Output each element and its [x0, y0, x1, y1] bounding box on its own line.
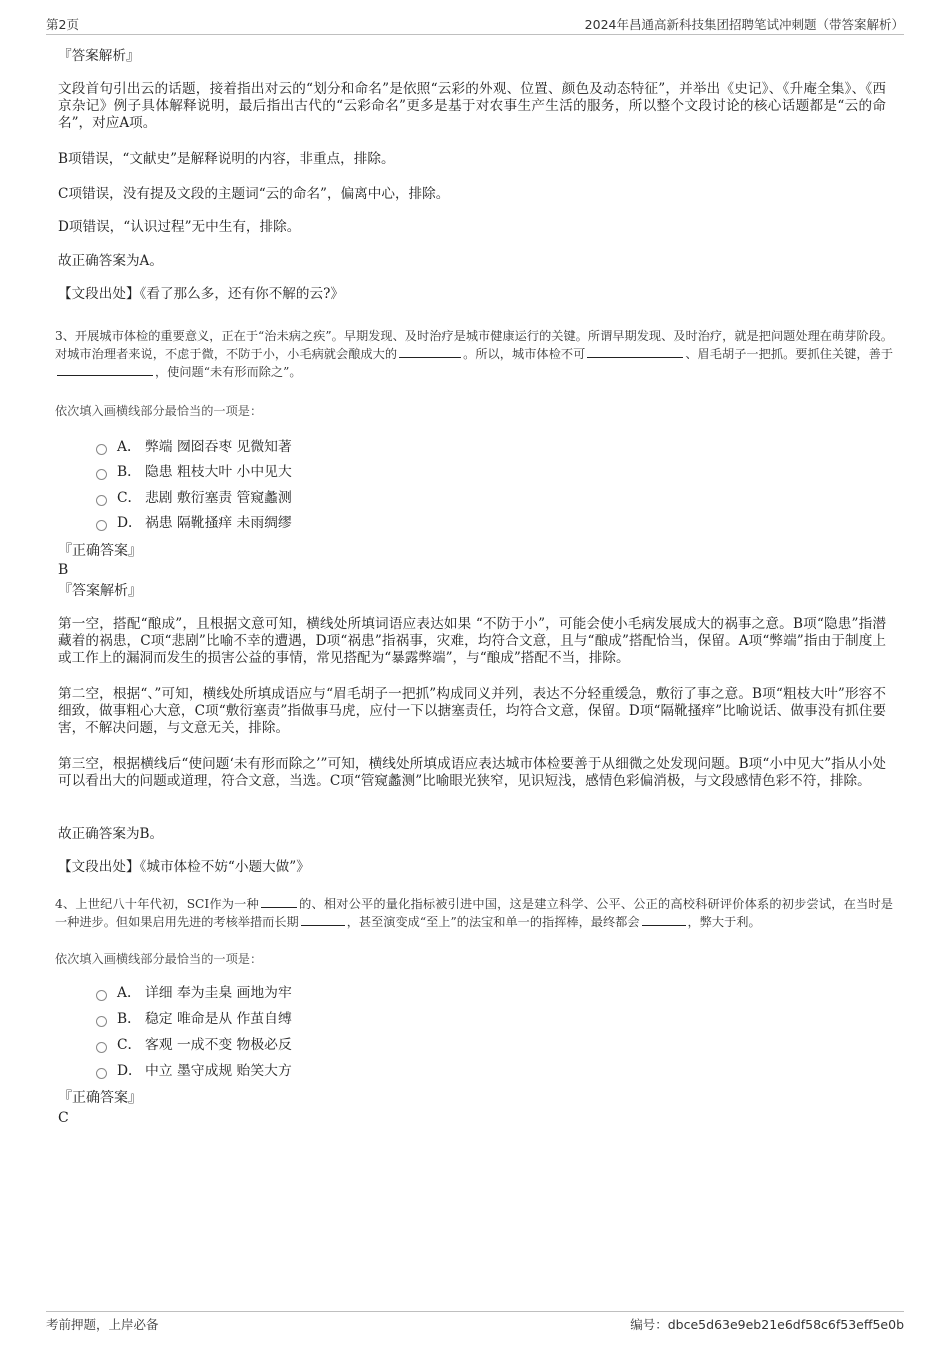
- q2-analysis-p1: 文段首句引出云的话题，接着指出对云的“划分和命名”是依照“云彩的外观、位置、颜色及动态特征”，并举出《史记》、《升庵全集》、《西京杂记》例子具体解释说明，最后指出古代的“云彩命名”更多是基于对农事生产生活的服务，所以整个文段讨论的核心话题都是“云的命名”，对应A项。: [58, 81, 886, 131]
- page-number: 第2页: [46, 17, 79, 32]
- radio-icon[interactable]: [96, 495, 107, 506]
- q3-option-a[interactable]: A． 弊端 囫囵吞枣 见微知著: [96, 437, 292, 457]
- radio-icon[interactable]: [96, 469, 107, 480]
- q4-option-a[interactable]: A． 详细 奉为圭臬 画地为牢: [96, 983, 292, 1003]
- q3-blank-3: [57, 374, 153, 376]
- q2-source: 【文段出处】《看了那么多，还有你不解的云?》: [58, 286, 344, 302]
- q4-blank-3: [642, 924, 686, 926]
- document-title: 2024年昌通高新科技集团招聘笔试冲刺题（带答案解析）: [584, 17, 904, 32]
- radio-icon[interactable]: [96, 1042, 107, 1053]
- q4-option-c[interactable]: C． 客观 一成不变 物极必反: [96, 1035, 292, 1055]
- q3-analysis-label: 『答案解析』: [58, 583, 142, 599]
- q2-analysis-p4: D项错误，“认识过程”无中生有，排除。: [58, 219, 301, 235]
- q3-option-c[interactable]: C． 悲剧 敷衍塞责 管窥蠡测: [96, 488, 292, 508]
- q3-conclusion: 故正确答案为B。: [58, 826, 164, 842]
- q4-blank-2: [301, 924, 345, 926]
- q4-stem: 4、上世纪八十年代初，SCI作为一种 的、相对公平的量化指标被引进中国，这是建立科学、公平、公正的高校科研评价体系的初步尝试，在当时是一种进步。但如果启用先进的考核举措而长期 ，甚至演变成“至上”的法宝和单一的指挥棒，最终都会 ，弊大于利。: [55, 897, 893, 929]
- page-footer: [46, 1311, 904, 1334]
- q4-option-b[interactable]: B． 稳定 唯命是从 作茧自缚: [96, 1009, 292, 1029]
- q4-answer: C: [58, 1110, 69, 1126]
- q3-answer-label: 『正确答案』: [58, 543, 142, 559]
- radio-icon[interactable]: [96, 1068, 107, 1079]
- q3-analysis-p1: 第一空，搭配“酿成”，且根据文意可知，横线处所填词语应表达如果 “不防于小”，可能会使小毛病发展成大的祸事之意。B项“隐患”指潜藏着的祸患，C项“悲剧”比喻不幸的遭遇，D项“祸患”指祸事，灾难，均符合文意，且与“酿成”搭配恰当，保留。A项“弊端”指由于制度上或工作上的漏洞而发生的损害公益的事情，常见搭配为“暴露弊端”，与“酿成”搭配不当，排除。: [58, 616, 886, 666]
- document-id: 编号：dbce5d63e9eb21e6df58c6f53eff5e0b: [630, 1317, 904, 1332]
- q3-blank-1: [399, 356, 461, 358]
- q3-analysis-p2: 第二空，根据“、”可知，横线处所填成语应与“眉毛胡子一把抓”构成同义并列，表达不分轻重缓急，敷衍了事之意。B项“粗枝大叶”形容不细致，做事粗心大意，C项“敷衍塞责”指做事马虎，应付一下以搪塞责任，均符合文意，保留。D项“隔靴搔痒”比喻说话、做事没有抓住要害，不解决问题，与文意无关，排除。: [58, 686, 886, 736]
- q3-prompt: 依次填入画横线部分最恰当的一项是：: [55, 404, 263, 418]
- q2-analysis-p3: C项错误，没有提及文段的主题词“云的命名”，偏离中心，排除。: [58, 186, 450, 202]
- q3-analysis-p3: 第三空，根据横线后“使问题‘未有形而除之’”可知，横线处所填成语应表达城市体检要善于从细微之处发现问题。B项“小中见大”指从小处可以看出大的问题或道理，符合文意，当选。C项“管窥蠡测”比喻眼光狭窄，见识短浅，感情色彩偏消极，与文段感情色彩不符，排除。: [58, 756, 886, 789]
- q3-blank-2: [587, 356, 683, 358]
- q4-blank-1: [261, 906, 297, 908]
- q4-answer-label: 『正确答案』: [58, 1090, 142, 1106]
- radio-icon[interactable]: [96, 444, 107, 455]
- q3-option-d[interactable]: D． 祸患 隔靴搔痒 未雨绸缪: [96, 513, 292, 533]
- radio-icon[interactable]: [96, 520, 107, 531]
- q3-stem: 3、开展城市体检的重要意义，正在于“治未病之疾”。早期发现、及时治疗是城市健康运行的关键。所谓早期发现、及时治疗，就是把问题处理在萌芽阶段。对城市治理者来说，不虑于微，不防于小，小毛病就会酿成大的 。所以，城市体检不可 、眉毛胡子一把抓。要抓住关键，善于，使问题“未有形而除之”。: [55, 329, 894, 379]
- page-header: [46, 14, 904, 35]
- q3-option-b[interactable]: B． 隐患 粗枝大叶 小中见大: [96, 462, 292, 482]
- footer-slogan: 考前押题，上岸必备: [46, 1317, 159, 1332]
- radio-icon[interactable]: [96, 1016, 107, 1027]
- q4-prompt: 依次填入画横线部分最恰当的一项是：: [55, 952, 263, 966]
- q2-conclusion: 故正确答案为A。: [58, 253, 163, 269]
- radio-icon[interactable]: [96, 990, 107, 1001]
- q2-analysis-label: 『答案解析』: [58, 48, 140, 64]
- q3-answer: B: [58, 562, 69, 578]
- q4-option-d[interactable]: D． 中立 墨守成规 贻笑大方: [96, 1061, 292, 1081]
- q2-analysis-p2: B项错误，“文献史”是解释说明的内容，非重点，排除。: [58, 151, 395, 167]
- q3-source: 【文段出处】《城市体检不妨“小题大做”》: [58, 859, 310, 875]
